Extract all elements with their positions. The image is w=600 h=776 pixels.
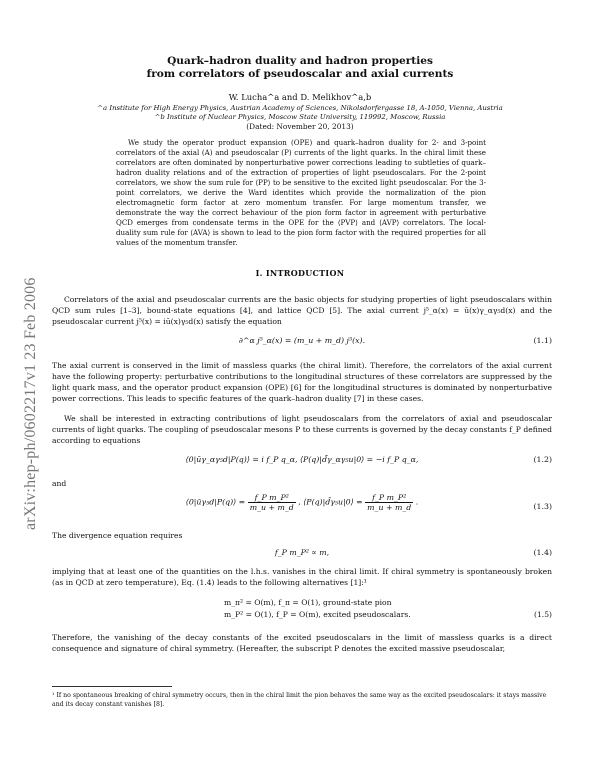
footnote-rule bbox=[52, 686, 172, 687]
equation-1-4-body: f_P m_P² ∝ m, bbox=[274, 548, 330, 557]
eq3-left: ⟨0|ūγ₅d|P(q)⟩ = bbox=[185, 497, 246, 507]
equation-1-3-number: (1.3) bbox=[533, 502, 552, 511]
intro-paragraph-6: Therefore, the vanishing of the decay constants of the excited pseudoscalars in the limit of massless quarks is a direct consequence and signature of chiral symmetry. (Hereafter, the subscript P denotes the excited massive pseudoscalar, bbox=[52, 633, 552, 653]
equation-1-5-case-1: m_π² = O(m), f_π = O(1), ground-state pion bbox=[224, 598, 392, 607]
equation-1-3-body bbox=[52, 493, 552, 512]
equation-1-4 bbox=[52, 548, 552, 562]
eq3-fraction-2-numerator: f_P m_P² bbox=[365, 493, 413, 503]
affiliation-a: ^a Institute for High Energy Physics, Austrian Academy of Sciences, Nikolsdorfergasse 18, A-1050, Vienna, Austria bbox=[97, 104, 503, 112]
affiliation-b: ^b Institute of Nuclear Physics, Moscow State University, 119992, Moscow, Russia bbox=[154, 113, 446, 121]
arxiv-stamp: arXiv:hep-ph/0602217v1 23 Feb 2006 bbox=[22, 277, 39, 530]
equation-1-4-number: (1.4) bbox=[533, 548, 552, 557]
eq3-mid: , ⟨P(q)|d̄γ₅u|0⟩ = bbox=[298, 497, 363, 507]
equation-1-2 bbox=[52, 455, 552, 469]
eq3-end: . bbox=[415, 497, 419, 507]
paper-title-line-1: Quark–hadron duality and hadron properties bbox=[167, 55, 433, 67]
equation-1-2-body: ⟨0|ūγ_αγ₅d|P(q)⟩ = i f_P q_α, ⟨P(q)|d̄γ_αγ₅u|0⟩ = −i f_P q_α, bbox=[185, 455, 419, 464]
authors: W. Lucha^a and D. Melikhov^a,b bbox=[228, 92, 372, 102]
paper-title-line-2: from correlators of pseudoscalar and axial currents bbox=[146, 68, 454, 80]
intro-paragraph-2: The axial current is conserved in the limit of massless quarks (the chiral limit). Therefore, the correlators of the axial current have the following property: perturbative contributions to the longitudinal structures of these correlators are suppressed by the light quark mass, and the operator product expansion (OPE) [6] for the longitudinal structures is dominated by nonperturbative power corrections. This leads to specific features of the quark–hadron duality [7] in these cases. bbox=[52, 361, 552, 403]
abstract: We study the operator product expansion (OPE) and quark–hadron duality for 2- and 3-point correlators of the axial (A) and pseudoscalar (P) currents of the light quarks. In the chiral limit these correlators are often dominated by nonperturbative power corrections leading to subtleties of quark–hadron duality relations and of the extraction of properties of light pseudoscalars. For the 2-point correlators, we show the sum rule for ⟨PP⟩ to be sensitive to the excited light pseudoscalar. For the 3-point correlators, we derive the Ward identites which provide the normalization of the pion electromagnetic form factor at zero momentum transfer. For large momentum transfer, we demonstrate the way the correct behaviour of the pion form factor in agreement with perturbative QCD emerges from condensate terms in the OPE for the ⟨PVP⟩ and ⟨AVP⟩ correlators. The local-duality sum rule for ⟨AVA⟩ is shown to lead to the pion form factor with the required properties for all values of the momentum transfer. bbox=[116, 138, 486, 248]
intro-paragraph-1: Correlators of the axial and pseudoscalar currents are the basic objects for studying properties of light pseudoscalars within QCD sum rules [1–3], bound-state equations [4], and lattice QCD [5]. The axial current j⁵_α(x) = ū(x)γ_αγ₅d(x) and the pseudoscalar current j⁵(x) = iū(x)γ₅d(x) satisfy the equation bbox=[52, 295, 552, 326]
section-heading: I. INTRODUCTION bbox=[255, 268, 345, 278]
and-word: and bbox=[52, 479, 67, 488]
intro-paragraph-5: implying that at least one of the quantities on the l.h.s. vanishes in the chiral limit. If chiral symmetry is spontaneously broken (as in QCD at zero temperature), Eq. (1.4) leads to the following alternatives [1]:¹ bbox=[52, 567, 552, 587]
eq3-fraction-2 bbox=[365, 493, 413, 512]
equation-1-2-number: (1.2) bbox=[533, 455, 552, 464]
eq3-fraction-1-numerator: f_P m_P² bbox=[248, 493, 296, 503]
equation-1-1-body: ∂^α j⁵_α(x) = (m_u + m_d) j⁵(x). bbox=[238, 336, 366, 345]
footnote-1: ¹ If no spontaneous breaking of chiral symmetry occurs, then in the chiral limit the pion behaves the same way as the excited pseudoscalars: it stays massive and its decay constant vanishes [8]. bbox=[52, 692, 547, 708]
equation-1-5-number: (1.5) bbox=[533, 610, 552, 619]
equation-1-5-case-2: m_P² = O(1), f_P = O(m), excited pseudoscalars. bbox=[224, 610, 411, 619]
date-line: (Dated: November 20, 2013) bbox=[246, 122, 354, 131]
equation-1-1 bbox=[52, 336, 552, 350]
eq3-fraction-2-denominator: m_u + m_d bbox=[367, 503, 412, 512]
equation-1-1-number: (1.1) bbox=[533, 336, 552, 345]
intro-paragraph-3: We shall be interested in extracting contributions of light pseudoscalars from the correlators of axial and pseudoscalar currents of light quarks. The coupling of pseudoscalar mesons P to these currents is governed by the decay constants f_P defined according to equations bbox=[52, 414, 552, 445]
equation-1-5 bbox=[52, 598, 552, 624]
eq3-fraction-1-denominator: m_u + m_d bbox=[249, 503, 294, 512]
intro-paragraph-4: The divergence equation requires bbox=[52, 531, 183, 540]
eq3-fraction-1 bbox=[248, 493, 296, 512]
equation-1-3 bbox=[52, 493, 552, 523]
